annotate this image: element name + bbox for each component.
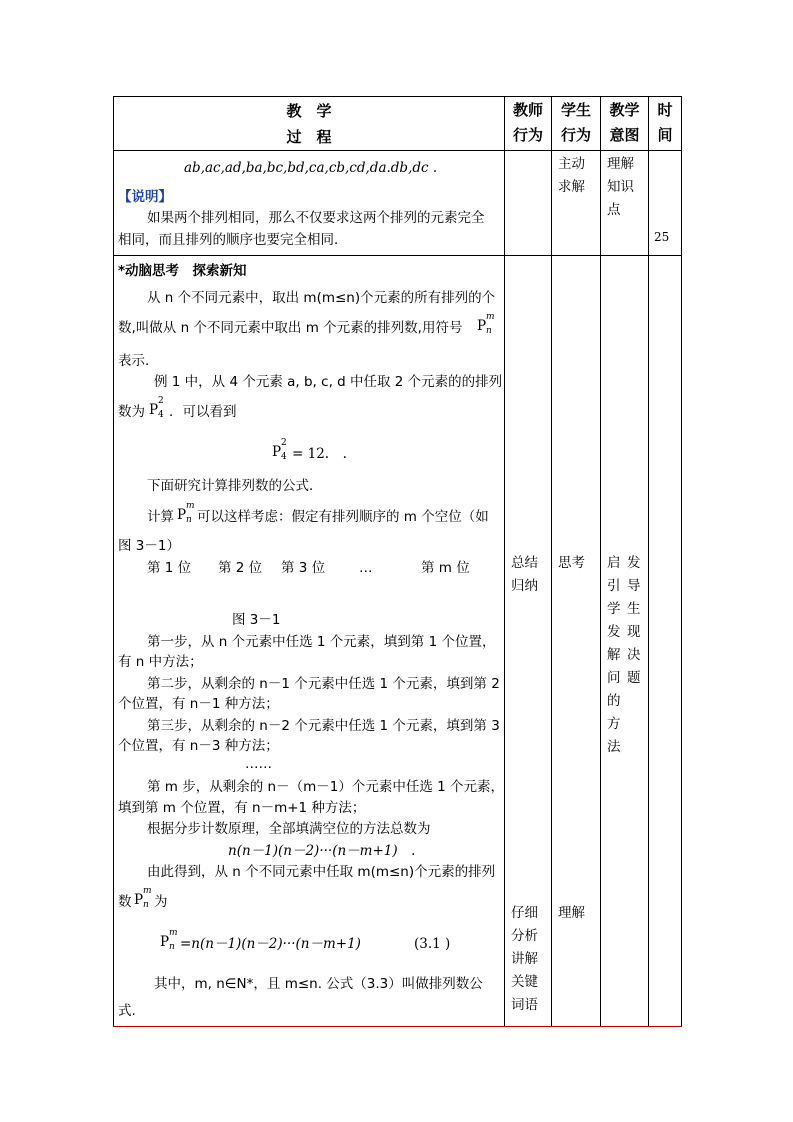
where-line-1: 其中，m, n∈N*，且 m≤n. 公式（3.3）叫做排列数公 (154, 976, 483, 992)
lesson-table (113, 96, 682, 1027)
header-teacher: 教师行为 (505, 97, 552, 151)
row-definition (114, 151, 682, 256)
principle-line: 根据分步计数原理，全部填满空位的方法总数为 (147, 821, 431, 837)
note-title: 【说明】 (118, 189, 172, 205)
header-process-line2: 过 程 (286, 128, 332, 146)
definition-line-3: 表示. (118, 353, 150, 369)
teacher-action-analyze: 仔细分析讲解关键词语 (511, 905, 538, 1013)
header-row (114, 97, 682, 151)
row-exploration (114, 256, 682, 1027)
teacher-action-summary: 总结归纳 (511, 555, 538, 594)
position-1: 第 1 位 (147, 560, 192, 576)
header-intent: 教学意图 (601, 97, 649, 151)
conclusion-line-2b: 为 (154, 894, 168, 910)
intent-column-2: 发导生现决题 (627, 555, 641, 686)
student-action-think: 思考 (558, 555, 585, 571)
figure-caption: 图 3－1 (232, 612, 281, 628)
formula-number: (3.1 ) (414, 936, 451, 952)
calc-line-2: 图 3－1） (118, 538, 180, 554)
example-line-1: 例 1 中，从 4 个元素 a, b, c, d 中任取 2 个元素的的排列 (154, 374, 503, 390)
pmn-symbol: P m n (177, 501, 195, 525)
student-action-1: 主动求解 (558, 156, 585, 195)
step3-line-1: 第三步，从剩余的 n－2 个元素中任选 1 个元素，填到第 3 (147, 718, 500, 734)
product-line: n(n－1)(n－2)···(n－m+1) . (228, 843, 416, 859)
row1-process (114, 151, 505, 256)
row2-time (649, 256, 682, 1027)
formula-rhs: =n(n－1)(n－2)···(n－m+1) (180, 936, 361, 952)
row2-process (114, 256, 505, 1027)
where-line-2: 式. (118, 1003, 136, 1019)
position-m: 第 m 位 (421, 560, 470, 576)
position-2: 第 2 位 (218, 560, 263, 576)
time-value: 25 (654, 230, 670, 244)
header-time: 时间 (649, 97, 682, 151)
step1-line-1: 第一步，从 n 个元素中任选 1 个元素，填到第 1 个位置， (147, 634, 496, 650)
stepm-line-2: 填到第 m 个位置，有 n－m+1 种方法； (118, 800, 366, 816)
position-ellipsis: … (359, 560, 373, 576)
definition-line-1: 从 n 个不同元素中，取出 m(m≤n)个元素的所有排列的个 (147, 290, 496, 306)
pmn-formula-symbol: P m n (160, 928, 178, 952)
calc-line-1a: 计算 (147, 509, 174, 525)
row1-intent (601, 151, 649, 256)
row1-student (552, 151, 601, 256)
permutation-list: ab,ac,ad,ba,bc,bd,ca,cb,cd,da.db,dc . (184, 160, 438, 176)
step3-line-2: 个位置，有 n－3 种方法； (118, 738, 279, 754)
permutation-symbol: P m n (477, 312, 495, 336)
ellipsis-line: …… (245, 756, 272, 772)
header-process-line1: 教 学 (286, 102, 332, 120)
example-line-2a: 数为 (118, 404, 145, 420)
p42-equation-symbol: P 2 4 (272, 438, 287, 462)
definition-line-2: 数,叫做从 n 个不同元素中取出 m 个元素的排列数,用符号 (118, 320, 463, 336)
header-process (114, 97, 505, 151)
p42-symbol: P 2 4 (149, 396, 164, 420)
row2-teacher (505, 256, 552, 1027)
pmn-symbol-2: P m n (134, 886, 152, 910)
section-heading: *动脑思考 探索新知 (118, 263, 247, 279)
position-3: 第 3 位 (281, 560, 326, 576)
stepm-line-1: 第 m 步，从剩余的 n－（m－1）个元素中任选 1 个元素， (147, 779, 504, 795)
calc-line-1b: 可以这样考虑：假定有排列顺序的 m 个空位（如 (197, 509, 489, 525)
row2-intent (601, 256, 649, 1027)
conclusion-line-1: 由此得到，从 n 个不同元素中任取 m(m≤n)个元素的排列 (147, 864, 496, 880)
intent-1: 理解知识点 (607, 156, 634, 218)
student-action-understand: 理解 (558, 905, 585, 921)
research-line: 下面研究计算排列数的公式． (147, 478, 323, 494)
note-line-2: 相同，而且排列的顺序也要完全相同． (118, 232, 348, 248)
step2-line-1: 第二步，从剩余的 n－1 个元素中任选 1 个元素，填到第 2 (147, 676, 500, 692)
intent-column-1: 启引学发解问的方法 (607, 555, 621, 755)
step2-line-2: 个位置，有 n－1 种方法； (118, 696, 279, 712)
row2-student (552, 256, 601, 1027)
step1-line-2: 有 n 中方法； (118, 654, 203, 670)
note-line-1: 如果两个排列相同，那么不仅要求这两个排列的元素完全 (147, 210, 485, 226)
conclusion-line-2a: 数 (118, 894, 132, 910)
row1-time (649, 151, 682, 256)
example-line-2b: ．可以看到 (169, 404, 237, 420)
equation-1: = 12. . (292, 446, 347, 462)
header-student: 学生行为 (552, 97, 601, 151)
row1-teacher (505, 151, 552, 256)
